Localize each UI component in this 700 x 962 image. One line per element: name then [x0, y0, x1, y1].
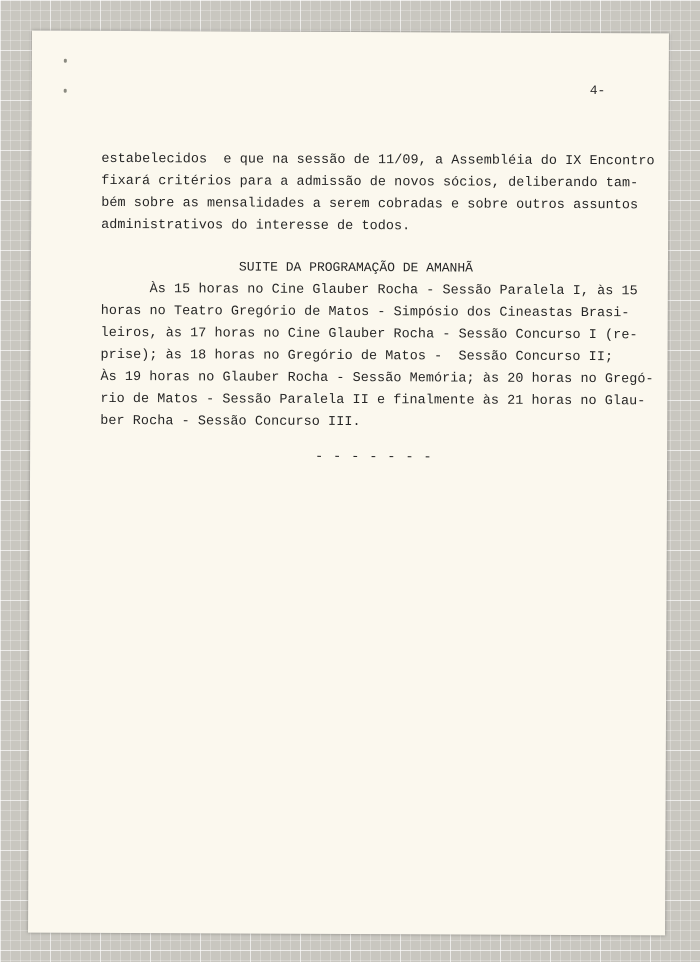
- text-line: horas no Teatro Gregório de Matos - Simpósio dos Cineastas Brasi-: [100, 303, 630, 322]
- text-line: estabelecidos e que na sessão de 11/09, a Assembléia do IX Encontro: [101, 151, 655, 170]
- text-line: Às 19 horas no Glauber Rocha - Sessão Memória; às 20 horas no Gregó-: [100, 369, 654, 388]
- text-line: Às 15 horas no Cine Glauber Rocha - Sessão Paralela I, às 15: [100, 281, 638, 300]
- paragraph-schedule: [100, 279, 654, 435]
- paragraph-assembly: [101, 149, 655, 239]
- text-line: prise); às 18 horas no Gregório de Matos - Sessão Concurso II;: [100, 347, 614, 366]
- text-line: bém sobre as mensalidades a serem cobradas e sobre outros assuntos: [101, 195, 639, 214]
- text-line: rio de Matos - Sessão Paralela II e finalmente às 21 horas no Glau-: [100, 391, 646, 410]
- section-heading: SUITE DA PROGRAMAÇÃO DE AMANHÃ: [238, 259, 474, 276]
- punch-mark: [64, 59, 67, 63]
- text-line: fixará critérios para a admissão de novos sócios, deliberando tam-: [101, 173, 639, 192]
- closing-divider: - - - - - - -: [315, 449, 433, 466]
- paper-sheet: [28, 31, 669, 936]
- text-line: administrativos do interesse de todos.: [101, 217, 411, 235]
- text-line: ber Rocha - Sessão Concurso III.: [100, 413, 361, 431]
- punch-mark: [64, 89, 67, 93]
- page-number: 4-: [589, 83, 606, 99]
- text-line: leiros, às 17 horas no Cine Glauber Rocha - Sessão Concurso I (re-: [100, 325, 638, 344]
